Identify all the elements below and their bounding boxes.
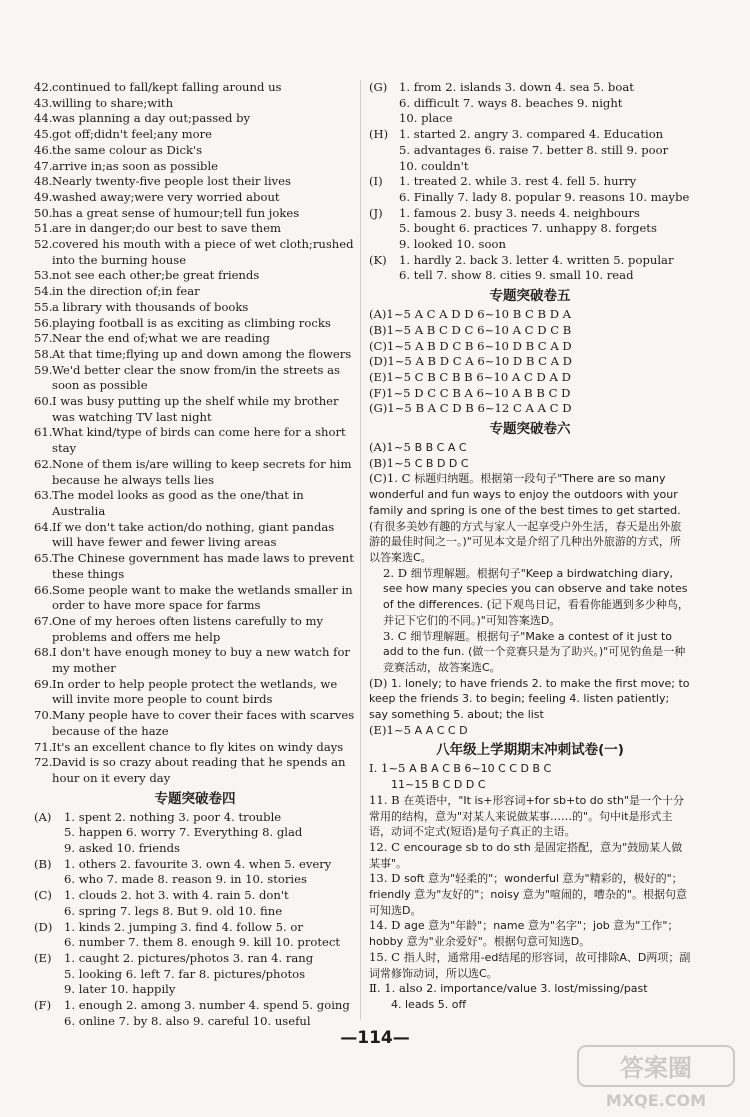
item-text: A A C C D (414, 723, 468, 737)
item-text: willing to share;with (52, 95, 174, 110)
item-number: 42. (34, 80, 53, 94)
item-label: (D) (369, 675, 388, 690)
answer-item (369, 723, 691, 739)
left-column (34, 80, 356, 1029)
answer-item (34, 284, 356, 300)
column-divider (360, 80, 361, 1020)
answer-item (34, 363, 356, 394)
item-text: David is so crazy about reading that he spends an hour on it every day (52, 755, 346, 785)
item-text: A B A C B 6~10 C C D B C (409, 762, 552, 776)
answer-line (369, 159, 691, 175)
group-label (34, 825, 64, 841)
answer-line: (E)1~5 C B C B B 6~10 A C D A D (369, 369, 571, 384)
item-number: 67. (34, 613, 53, 628)
item-label: Ⅱ. 1. also (369, 981, 423, 996)
answer-text: 6. number 7. them 8. enough 9. kill 10. protect (64, 935, 341, 950)
item-text: One of my heroes often listens carefully to my problems and offers me help (52, 613, 324, 644)
answer-item (34, 190, 356, 206)
item-text: 指人时，通常用-ed结尾的形容词，故可排除A、D两项；副词常修饰动词，所以选C。 (369, 950, 691, 980)
answer-item (34, 237, 356, 268)
answer-text: 5. advantages 6. raise 7. better 8. still 9. poor (399, 142, 669, 157)
answer-line: (G)1~5 B A C D B 6~12 C A A C D (369, 401, 572, 416)
item-text: a library with thousands of books (52, 299, 249, 314)
item-text: Some people want to make the wetlands smaller in order to have more space for farms (52, 582, 353, 613)
svg-text:MXQE.COM: MXQE.COM (605, 1091, 707, 1110)
answer-text: 5. bought 6. practices 7. unhappy 8. forgets (399, 221, 657, 236)
item-text: I don't have enough money to buy a new watch for my mother (52, 645, 350, 676)
answer-text: 6. spring 7. legs 8. But 9. old 10. fine (64, 903, 283, 918)
answer-line (34, 967, 356, 983)
answer-line (34, 935, 356, 951)
answer-item (34, 143, 356, 159)
item-label: 12. C (369, 839, 400, 854)
answer-item (34, 583, 356, 614)
answer-item (369, 440, 691, 456)
item-text: the same colour as Dick's (52, 142, 203, 157)
item-number: 56. (34, 315, 53, 330)
item-number: 51. (34, 221, 53, 236)
answer-item (34, 221, 356, 237)
group-label: (H) (369, 127, 389, 142)
group-label: (C) (34, 888, 52, 903)
item-text: in the direction of;in fear (52, 284, 200, 299)
section-title: 专题突破卷六 (489, 421, 571, 438)
answer-item (34, 645, 356, 676)
group-label (369, 237, 399, 253)
group-label (34, 967, 64, 983)
item-text: What kind/type of birds can come here for a short stay (52, 425, 346, 456)
item-text: 2. importance/value 3. lost/missing/past (426, 982, 648, 996)
group-label: (D) (34, 919, 53, 934)
answer-text: 1. clouds 2. hot 3. with 4. rain 5. don't (64, 888, 289, 903)
item-label: (B)1~5 (369, 455, 412, 470)
answer-line (34, 810, 356, 826)
item-number: 63. (34, 488, 53, 503)
answer-line (369, 206, 691, 222)
answer-item (369, 471, 691, 565)
answer-item (34, 614, 356, 645)
group-label (369, 268, 399, 284)
answer-text: 5. looking 6. left 7. far 8. pictures/photos (64, 966, 306, 981)
group-label (34, 872, 64, 888)
group-label (34, 935, 64, 951)
item-text: encourage sb to do sth 是固定搭配，意为"鼓励某人做某事"。 (369, 840, 683, 870)
group-label (34, 841, 64, 857)
item-number: 58. (34, 346, 53, 361)
item-number: 66. (34, 582, 53, 597)
answer-text: 6. tell 7. show 8. cities 9. small 10. read (399, 268, 634, 283)
answer-item (369, 456, 691, 472)
item-text: 标题归纳题。根据第一段句子"There are so many wonderful and fun ways to enjoy the outdoors with your family and spring is one of the best times to get started. (有很多美妙有趣的方式与家人一起享受户外生活，春天是出外旅游的最佳时间之一。)"可见本文是介绍了几种出外旅游的方式，所以答案选C。 (369, 472, 682, 564)
answer-line (34, 951, 356, 967)
answer-line: (A)1~5 A C A D D 6~10 B C B D A (369, 307, 572, 322)
item-number: 62. (34, 456, 53, 471)
answer-text: 1. caught 2. pictures/photos 3. ran 4. rang (64, 950, 314, 965)
item-number: 64. (34, 519, 53, 534)
section-title: 专题突破卷四 (154, 790, 236, 807)
item-text: soft 意为"轻柔的"；wonderful 意为"精彩的，极好的"；friendly 意为"友好的"；noisy 意为"喧闹的，嘈杂的"。根据句意可知选D。 (369, 872, 687, 917)
item-text: continued to fall/kept falling around us (52, 80, 282, 94)
answer-line (369, 253, 691, 269)
item-number: 47. (34, 158, 53, 173)
item-text: 11~15 B C D D C (391, 778, 486, 792)
group-label: (J) (369, 205, 383, 220)
answer-item (369, 629, 691, 676)
item-label: Ⅰ. 1~5 (369, 761, 406, 776)
item-label: (C)1. C (369, 471, 411, 486)
item-text: was planning a day out;passed by (52, 111, 251, 126)
answer-line (369, 237, 691, 253)
group-label: (E) (34, 950, 52, 965)
item-text: We'd better clear the snow from/in the streets as soon as possible (52, 362, 340, 393)
answer-item (34, 457, 356, 488)
item-number: 53. (34, 268, 53, 283)
item-number: 60. (34, 394, 53, 409)
item-text: If we don't take action/do nothing, giant pandas will have fewer and fewer living areas (52, 519, 335, 550)
item-text: 细节理解题。根据句子"Keep a birdwatching diary, see how many species you can observe and take notes of the differences. (记下观鸟日记，看看你能遇到多少种鸟，并记下它们的不同。)"可知答案选D。 (383, 566, 689, 627)
answer-item (34, 677, 356, 708)
item-text: are in danger;do our best to save them (52, 221, 281, 236)
item-label: 3. C (383, 628, 407, 643)
page-number: —114— (340, 1028, 410, 1048)
item-number: 52. (34, 237, 53, 252)
item-text: got off;didn't feel;any more (52, 127, 213, 142)
answer-line (34, 888, 356, 904)
answer-text: 6. difficult 7. ways 8. beaches 9. night (399, 95, 623, 110)
answer-line (369, 111, 691, 127)
item-text: playing football is as exciting as climbing rocks (52, 315, 331, 330)
item-text: 1. lonely; to have friends 2. to make the first move; to keep the friends 3. to begin; feeling 4. listen patiently; say something 5. about; the list (369, 676, 690, 722)
answer-item (34, 394, 356, 425)
answer-line (34, 872, 356, 888)
answer-item (34, 300, 356, 316)
answer-text: 10. place (399, 111, 453, 126)
item-text: 细节理解题。根据句子"Make a contest of it just to add to the fun. (做一个竞赛只是为了助兴。)"可见钓鱼是一种竞赛活动，故答案选C。 (383, 629, 686, 674)
answer-line: (D)1~5 A B D C A 6~10 D B C A D (369, 354, 572, 369)
answer-text: 1. treated 2. while 3. rest 4. fell 5. hurry (399, 174, 637, 189)
answer-item (369, 777, 691, 793)
item-text: age 意为"年龄"；name 意为"名字"；job 意为"工作"；hobby 意为"业余爱好"。根据句意可知选D。 (369, 919, 679, 949)
item-number: 54. (34, 284, 53, 299)
answer-line (369, 143, 691, 159)
item-text: Many people have to cover their faces with scarves because of the haze (52, 708, 355, 738)
item-text: B B C A C (414, 441, 467, 455)
answer-item (34, 96, 356, 112)
answer-line (369, 96, 691, 112)
answer-item (34, 488, 356, 519)
answer-line (369, 268, 691, 284)
group-label (369, 143, 399, 159)
answer-item (34, 740, 356, 756)
group-label: (I) (369, 174, 383, 189)
item-text: 在英语中，"It is+形容词+for sb+to do sth"是一个十分常用的结构，意为"对某人来说做某事……的"。句中it是形式主语，动词不定式(短语)是句子真正的主语。 (369, 793, 685, 839)
item-text: The model looks as good as the one/that in Australia (52, 488, 304, 518)
item-number: 46. (34, 142, 53, 157)
item-number: 57. (34, 331, 53, 346)
answer-item (34, 331, 356, 347)
section-title: 八年级上学期期末冲刺试卷(一) (436, 742, 624, 759)
item-text: arrive in;as soon as possible (52, 158, 219, 173)
answer-item (34, 174, 356, 190)
item-number: 44. (34, 111, 53, 126)
group-label: (K) (369, 252, 387, 267)
answer-item (369, 793, 691, 840)
item-number: 50. (34, 205, 53, 220)
group-label (369, 190, 399, 206)
item-text: The Chinese government has made laws to prevent these things (52, 551, 354, 581)
item-text: has a great sense of humour;tell fun jokes (52, 205, 300, 220)
item-text: washed away;were very worried about (52, 189, 280, 204)
answer-text: 9. asked 10. friends (64, 841, 180, 856)
answer-line (369, 221, 691, 237)
answer-text: 1. famous 2. busy 3. needs 4. neighbours (399, 205, 640, 220)
section-title: 专题突破卷五 (489, 288, 571, 305)
answer-item (34, 708, 356, 739)
watermark-logo (576, 1040, 736, 1112)
item-number: 61. (34, 425, 53, 440)
item-label: 2. D (383, 565, 408, 580)
answer-item (369, 676, 691, 723)
answer-line (369, 80, 691, 96)
item-text: not see each other;be great friends (52, 268, 260, 283)
answer-item (369, 997, 691, 1013)
answer-line: (C)1~5 A B D C B 6~10 D B C A D (369, 338, 572, 353)
answer-item (34, 206, 356, 222)
item-text: I was busy putting up the shelf while my brother was watching TV last night (52, 394, 339, 424)
item-number: 48. (34, 174, 53, 189)
item-text: Nearly twenty-five people lost their lives (52, 174, 291, 189)
item-text: covered his mouth with a piece of wet cloth;rushed into the burning house (52, 237, 354, 267)
group-label: (G) (369, 80, 388, 94)
answer-item (34, 755, 356, 786)
item-number: 55. (34, 299, 53, 314)
item-label: (E)1~5 (369, 722, 411, 737)
item-text: At that time;flying up and down among the flowers (52, 346, 352, 361)
answer-text: 1. from 2. islands 3. down 4. sea 5. boat (399, 80, 634, 94)
answer-line (34, 857, 356, 873)
item-number: 49. (34, 189, 53, 204)
group-label (34, 904, 64, 920)
answer-item (34, 111, 356, 127)
answer-item (34, 551, 356, 582)
item-label: 14. D (369, 918, 401, 933)
item-number: 69. (34, 676, 53, 691)
item-text: 4. leads 5. off (391, 997, 467, 1011)
answer-item (34, 268, 356, 284)
item-label: 15. C (369, 949, 400, 964)
answer-text: 10. couldn't (399, 158, 469, 173)
answer-item (369, 871, 691, 918)
answer-line (34, 982, 356, 998)
svg-text:答案圈: 答案圈 (620, 1054, 692, 1082)
answer-item (34, 127, 356, 143)
item-number: 70. (34, 708, 53, 723)
item-label: (A)1~5 (369, 440, 411, 455)
answer-line (34, 841, 356, 857)
answer-text: 1. hardly 2. back 3. letter 4. written 5. popular (399, 252, 674, 267)
item-number: 71. (34, 739, 53, 754)
group-label: (F) (34, 998, 52, 1013)
answer-item (369, 566, 691, 629)
item-text: In order to help people protect the wetlands, we will invite more people to count birds (52, 676, 338, 707)
answer-text: 1. started 2. angry 3. compared 4. Education (399, 127, 664, 142)
answer-text: 6. Finally 7. lady 8. popular 9. reasons 10. maybe (399, 189, 690, 204)
item-number: 45. (34, 127, 53, 142)
group-label (369, 111, 399, 127)
answer-text: 6. online 7. by 8. also 9. careful 10. useful (64, 1013, 311, 1028)
answer-line (369, 127, 691, 143)
item-label: 11. B (369, 792, 400, 807)
answer-text: 1. spent 2. nothing 3. poor 4. trouble (64, 809, 282, 824)
answer-line (34, 904, 356, 920)
answer-text: 1. others 2. favourite 3. own 4. when 5. every (64, 856, 332, 871)
item-number: 68. (34, 645, 53, 660)
answer-text: 1. enough 2. among 3. number 4. spend 5. going (64, 998, 350, 1013)
answer-item (34, 347, 356, 363)
answer-item (34, 425, 356, 456)
answer-line (34, 998, 356, 1014)
answer-item (369, 761, 691, 777)
right-column (369, 80, 691, 1013)
answer-line: (B)1~5 A B C D C 6~10 A C D C B (369, 322, 572, 337)
answer-item (34, 520, 356, 551)
item-number: 59. (34, 362, 53, 377)
group-label: (B) (34, 856, 52, 871)
answer-item (34, 316, 356, 332)
answer-line: (F)1~5 D C C B A 6~10 A B B C D (369, 385, 571, 400)
answer-item (369, 950, 691, 981)
answer-item (369, 981, 691, 997)
answer-line (34, 920, 356, 936)
item-text: None of them is/are willing to keep secrets for him because he always tells lies (52, 456, 352, 487)
answer-item (34, 80, 356, 96)
item-text: C B D D C (414, 456, 469, 470)
answer-text: 9. looked 10. soon (399, 237, 506, 252)
group-label (369, 221, 399, 237)
group-label (369, 96, 399, 112)
group-label (369, 159, 399, 175)
item-label: 13. D (369, 871, 401, 886)
item-number: 72. (34, 755, 53, 770)
answer-item (369, 840, 691, 871)
group-label: (A) (34, 809, 52, 824)
item-number: 65. (34, 551, 53, 566)
item-number: 43. (34, 95, 53, 110)
answer-line (369, 174, 691, 190)
item-text: It's an excellent chance to fly kites on windy days (52, 739, 344, 754)
answer-text: 9. later 10. happily (64, 982, 176, 997)
answer-item (369, 918, 691, 949)
answer-line (369, 190, 691, 206)
answer-text: 1. kinds 2. jumping 3. find 4. follow 5. or (64, 919, 303, 934)
answer-item (34, 159, 356, 175)
answer-line (34, 825, 356, 841)
item-text: Near the end of;what we are reading (52, 331, 270, 346)
answer-text: 6. who 7. made 8. reason 9. in 10. stories (64, 872, 307, 887)
answer-text: 5. happen 6. worry 7. Everything 8. glad (64, 825, 303, 840)
group-label (34, 982, 64, 998)
